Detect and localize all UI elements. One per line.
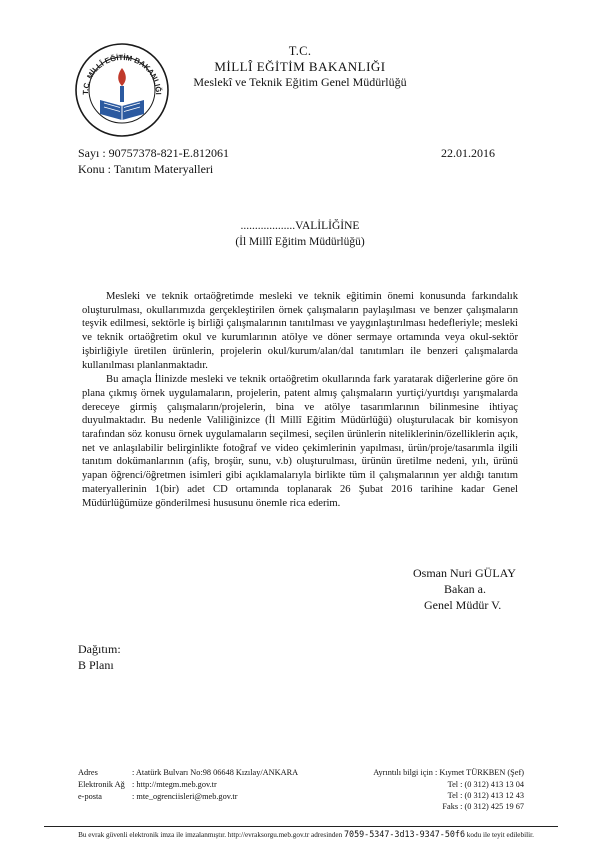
footer-address-value: : Atatürk Bulvarı No:98 06648 Kızılay/ANKARA	[132, 768, 299, 777]
header-ministry: MİLLÎ EĞİTİM BAKANLIĞI	[214, 59, 386, 74]
body-paragraph-2: Bu amaçla İlinizde mesleki ve teknik ortaöğretim okullarında fark yaratarak diğerlerine göre ön plana çıkmış örnek uygulamaların, projelerin, patent almış çalışmaların yurtiçi/yurtdışı yarışmalarda dereceye girmiş çalışmaların/projelerin, bina ve atölye tasarımlarının bilinmesine ihtiyaç duyulmaktadır. Bu nedenle Valiliğinizce (İl Millî Eğitim Müdürlüğü) oluşturulacak bir komisyon tarafından söz konusu örnek uygulamaların seçilmesi, seçilen ürünlerin niteliklerinin/özelliklerin açık, net ve anlaşılabilir belirginlikte fotoğraf ve video çekimlerinin yapılması, ürün/proje/tasarımla ilgili tanıtım dokümanlarının (afiş, broşür, sunu, v.b) oluşturulması, ürünün üretilme nedeni, yılı, ürünü yapan öğrenci/öğretmen isimleri gibi açıklamalarıyla birlikte tüm il çalışmalarının yer aldığı tanıtım materyallerinin 1(bir) adet CD ortamında toplanarak 26 Şubat 2016 tarihine kadar Genel Müdürlüğümüze gönderilmesi hususunu önemle rica ederim.	[82, 374, 518, 509]
meb-emblem-icon	[74, 42, 170, 138]
addressee-line1: ...................VALİLİĞİNE	[240, 220, 360, 232]
verification-strip	[56, 829, 556, 839]
footer-tel-2: Tel : (0 312) 413 12 43	[447, 791, 524, 800]
document-date: 22.01.2016	[441, 146, 495, 160]
document-number: Sayı : 90757378-821-E.812061	[78, 146, 229, 160]
signer-role: Bakan a.	[444, 582, 486, 596]
signer-title: Genel Müdür V.	[424, 598, 502, 612]
footer-email-label: e-posta	[78, 792, 102, 801]
letter-body	[82, 290, 518, 510]
footer-address-label: Adres	[78, 768, 98, 777]
verification-suffix: kodu ile teyit edilebilir.	[466, 831, 534, 839]
footer-fax: Faks : (0 312) 425 19 67	[442, 802, 524, 811]
footer-web-label: Elektronik Ağ	[78, 780, 125, 789]
document-subject: Konu : Tanıtım Materyalleri	[78, 162, 214, 176]
footer-email-link[interactable]: : mte_ogrenciisleri@meb.gov.tr	[132, 792, 238, 801]
distribution-label: Dağıtım:	[78, 642, 121, 656]
logo-ring-text: T.C. MİLLÎ EĞİTİM BAKANLIĞI	[80, 52, 164, 95]
header-directorate: Meslekî ve Teknik Eğitim Genel Müdürlüğü	[193, 75, 407, 89]
header-tc: T.C.	[288, 44, 312, 58]
verification-prefix: Bu evrak güvenli elektronik imza ile imzalanmıştır. http://evraksorgu.meb.gov.tr adresinden	[78, 831, 343, 839]
signer-name: Osman Nuri GÜLAY	[413, 566, 516, 580]
body-paragraph-1: Mesleki ve teknik ortaöğretimde mesleki ve teknik eğitimin önemi konusunda farkındalık oluşturulması, okullarımızda gerçekleştirilen örnek çalışmaların paylaşılması ve benzer çalışmaların teşvik edilmesi, sektörle iş birliği çalışmalarının tanıtılması ve yaygınlaştırılması hedefleriyle; mesleki ve teknik ortaöğretim okul ve kurumlarının atölye ve döner sermaye ortamında veya okul-sektör işbirliğiyle üretilen ürünlerin, projelerin okul/kurum/alan/dal tanıtımları ile benzeri çalışmalarda kullanılması planlanmaktadır.	[82, 291, 518, 371]
verification-code[interactable]: 7059-5347-3d13-9347-50f6	[343, 829, 465, 839]
footer-contact: Ayrıntılı bilgi için : Kıymet TÜRKBEN (Şef)	[373, 768, 524, 777]
footer-tel-1: Tel : (0 312) 413 13 04	[447, 780, 524, 789]
distribution-item: B Planı	[78, 658, 114, 672]
footer-divider	[44, 826, 558, 827]
footer-web-link[interactable]: : http://mtegm.meb.gov.tr	[132, 780, 217, 789]
addressee-line2: (İl Millî Eğitim Müdürlüğü)	[235, 236, 365, 248]
